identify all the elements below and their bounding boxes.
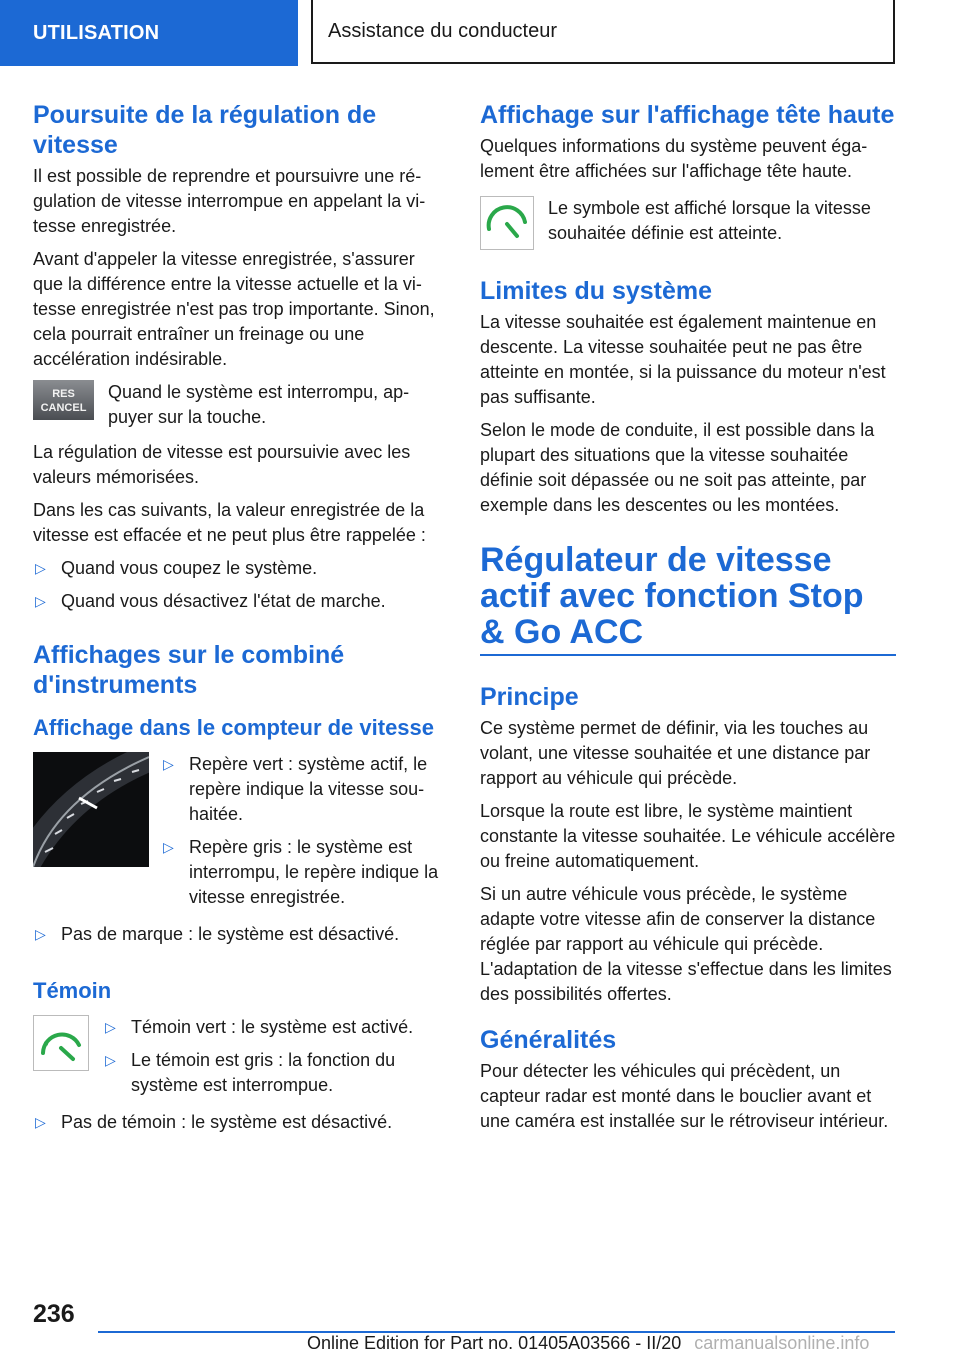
triangle-icon: ▷	[163, 756, 174, 772]
paragraph: La régulation de vitesse est poursuivie avec les valeurs mémorisées.	[33, 442, 411, 487]
list-item: ▷ Quand vous coupez le système.	[33, 556, 448, 581]
temoin-section	[33, 1015, 448, 1106]
speedometer-image	[33, 752, 149, 872]
list-item: ▷ Repère gris : le système est interrompu, le repère indique la vitesse enregistrée.	[163, 837, 439, 907]
triangle-icon: ▷	[35, 560, 46, 576]
speedometer-section	[33, 752, 448, 918]
list-item: ▷ Quand vous désactivez l'état de marche.	[33, 589, 448, 614]
heading-acc: Régulateur de vitesse actif avec fonction Stop & Go ACC	[480, 541, 864, 651]
cruise-indicator-icon	[33, 1015, 89, 1076]
chapter-tab	[311, 0, 895, 64]
paragraph: Dans les cas suivants, la valeur enregistrée de la vitesse est effacée et ne peut plus être rappelée :	[33, 500, 426, 545]
paragraph: Si un autre véhicule vous précède, le système adapte votre vitesse afin de conserver la distance réglée par rapport au véhicule qui précède. L'adaptation de la vitesse s'effectue dans les limites des possibilités offertes.	[480, 884, 892, 1004]
paragraph: Lorsque la route est libre, le système maintient constante la vitesse souhaitée. Le véhicule accélère ou freine automatiquement.	[480, 801, 896, 871]
right-column	[480, 100, 896, 1142]
heading-speedometer: Affichage dans le compteur de vitesse	[33, 715, 435, 740]
chapter-heading-block	[480, 542, 896, 656]
paragraph: Pour détecter les véhicules qui précèdent, un capteur radar est monté dans le bouclier avant et une caméra est installée sur le rétroviseur intérieur.	[480, 1061, 889, 1131]
watermark: carmanualsonline.info	[694, 1333, 870, 1353]
heading-principle: Principe	[480, 683, 579, 711]
triangle-icon: ▷	[105, 1019, 116, 1035]
section-tab	[0, 0, 298, 66]
res-cancel-instruction	[33, 380, 448, 430]
cancel-label: CANCEL	[40, 402, 87, 414]
res-cancel-icon	[33, 380, 94, 420]
list-item: ▷ Pas de marque : le système est désactivé.	[33, 922, 448, 947]
paragraph: Quelques informations du système peuvent également être affichées sur l'affichage tête haute.	[480, 136, 868, 181]
heading-resume: Poursuite de la régulation de vitesse	[33, 101, 377, 159]
paragraph: Selon le mode de conduite, il est possible dans la plupart des situations que la vitesse souhaitée définie soit dépassée ou ne soit pas atteinte, par exemple dans les descentes ou les montées.	[480, 420, 875, 515]
hud-instruction	[480, 196, 896, 250]
chapter-title: Assistance du conducteur	[328, 19, 558, 42]
heading-general: Généralités	[480, 1026, 617, 1054]
section-title: UTILISATION	[33, 21, 160, 44]
heading-limits: Limites du système	[480, 277, 713, 305]
triangle-icon: ▷	[105, 1052, 116, 1068]
paragraph: Avant d'appeler la vitesse enregistrée, s'assurer que la différence entre la vitesse actuelle et la vitesse enregistrée n'est pas trop importante. Sinon, cela pourrait entraîner un freinage ou une accélération indésirable.	[33, 249, 435, 369]
temoin-list	[103, 1015, 448, 1106]
bullet-list	[33, 556, 448, 614]
footer	[307, 1333, 869, 1354]
triangle-icon: ▷	[35, 1114, 46, 1130]
list-item: ▷ Pas de témoin : le système est désactivé.	[33, 1110, 448, 1135]
bullet-list	[33, 1110, 448, 1135]
paragraph: La vitesse souhaitée est également maintenue en descente. La vitesse souhaitée peut ne pas être atteinte en montée, si la puissance du moteur n'est pas suffisante.	[480, 312, 886, 407]
triangle-icon: ▷	[163, 839, 174, 855]
paragraph: Ce système permet de définir, via les touches au volant, une vitesse souhaitée et une distance par rapport au véhicule qui précède.	[480, 718, 871, 788]
paragraph: Il est possible de reprendre et poursuivre une régulation de vitesse interrompue en appelant la vitesse enregistrée.	[33, 166, 426, 236]
page-number: 236	[33, 1300, 75, 1328]
list-item: ▷ Le témoin est gris : la fonction du système est interrompue.	[105, 1050, 396, 1095]
triangle-icon: ▷	[35, 593, 46, 609]
hud-speed-icon	[480, 196, 534, 250]
res-label: RES	[52, 388, 75, 400]
list-item: ▷ Témoin vert : le système est activé.	[103, 1015, 448, 1040]
speedometer-list	[161, 752, 448, 918]
paragraph: Quand le système est interrompu, appuyer sur la touche.	[108, 382, 410, 427]
heading-temoin: Témoin	[33, 978, 112, 1003]
triangle-icon: ▷	[35, 926, 46, 942]
heading-hud: Affichage sur l'affichage tête haute	[480, 101, 895, 129]
list-item: ▷ Repère vert : système actif, le repère indique la vitesse souhaitée.	[163, 754, 428, 824]
bullet-list	[33, 922, 448, 947]
edition-note: Online Edition for Part no. 01405A03566 - II/20	[307, 1333, 682, 1353]
heading-displays: Affichages sur le combiné d'instruments	[33, 641, 345, 699]
paragraph: Le symbole est affiché lorsque la vitesse souhaitée définie est atteinte.	[548, 198, 871, 243]
left-column	[33, 100, 448, 1143]
